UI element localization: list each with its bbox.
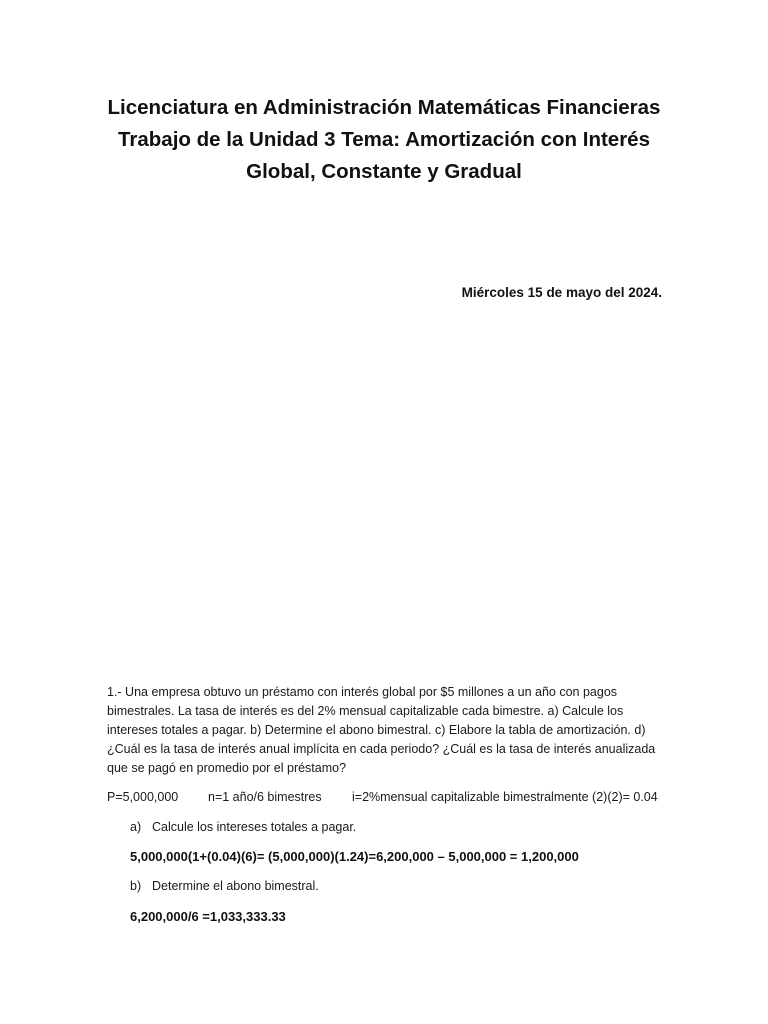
step-b-answer: 6,200,000/6 =1,033,333.33 [130, 909, 286, 924]
title-line-3: Global, Constante y Gradual [246, 160, 522, 183]
given-principal: P=5,000,000 [107, 790, 179, 804]
title-line-2: Trabajo de la Unidad 3 Tema: Amortización con Interés [118, 128, 650, 151]
step-b-text: Determine el abono bimestral. [152, 879, 319, 893]
step-a-text: Calcule los intereses totales a pagar. [152, 820, 357, 834]
problem-line-4: ¿Cuál es la tasa de interés anual implícita en cada periodo? ¿Cuál es la tasa de interés anualizada [107, 742, 656, 756]
problem-line-5: que se pagó en promedio por el préstamo? [107, 761, 347, 775]
title-line-1: Licenciatura en Administración Matemáticas Financieras [107, 96, 661, 119]
given-periods: n=1 año/6 bimestres [208, 790, 322, 804]
problem-statement [107, 683, 687, 778]
problem-line-2: bimestrales. La tasa de interés es del 2% mensual capitalizable cada bimestre. a) Calcule los [107, 704, 624, 718]
step-a-label: a) [130, 820, 142, 834]
step-b-label: b) [130, 879, 142, 893]
step-a-answer: 5,000,000(1+(0.04)(6)= (5,000,000)(1.24)=6,200,000 – 5,000,000 = 1,200,000 [130, 849, 579, 864]
problem-line-3: intereses totales a pagar. b) Determine el abono bimestral. c) Elabore la tabla de amortización. d) [107, 723, 646, 737]
document-date: Miércoles 15 de mayo del 2024. [461, 285, 662, 300]
problem-line-1: 1.- Una empresa obtuvo un préstamo con interés global por $5 millones a un año con pagos [107, 685, 618, 699]
document-title [90, 92, 678, 188]
given-rate: i=2%mensual capitalizable bimestralmente (2)(2)= 0.04 [352, 790, 658, 804]
